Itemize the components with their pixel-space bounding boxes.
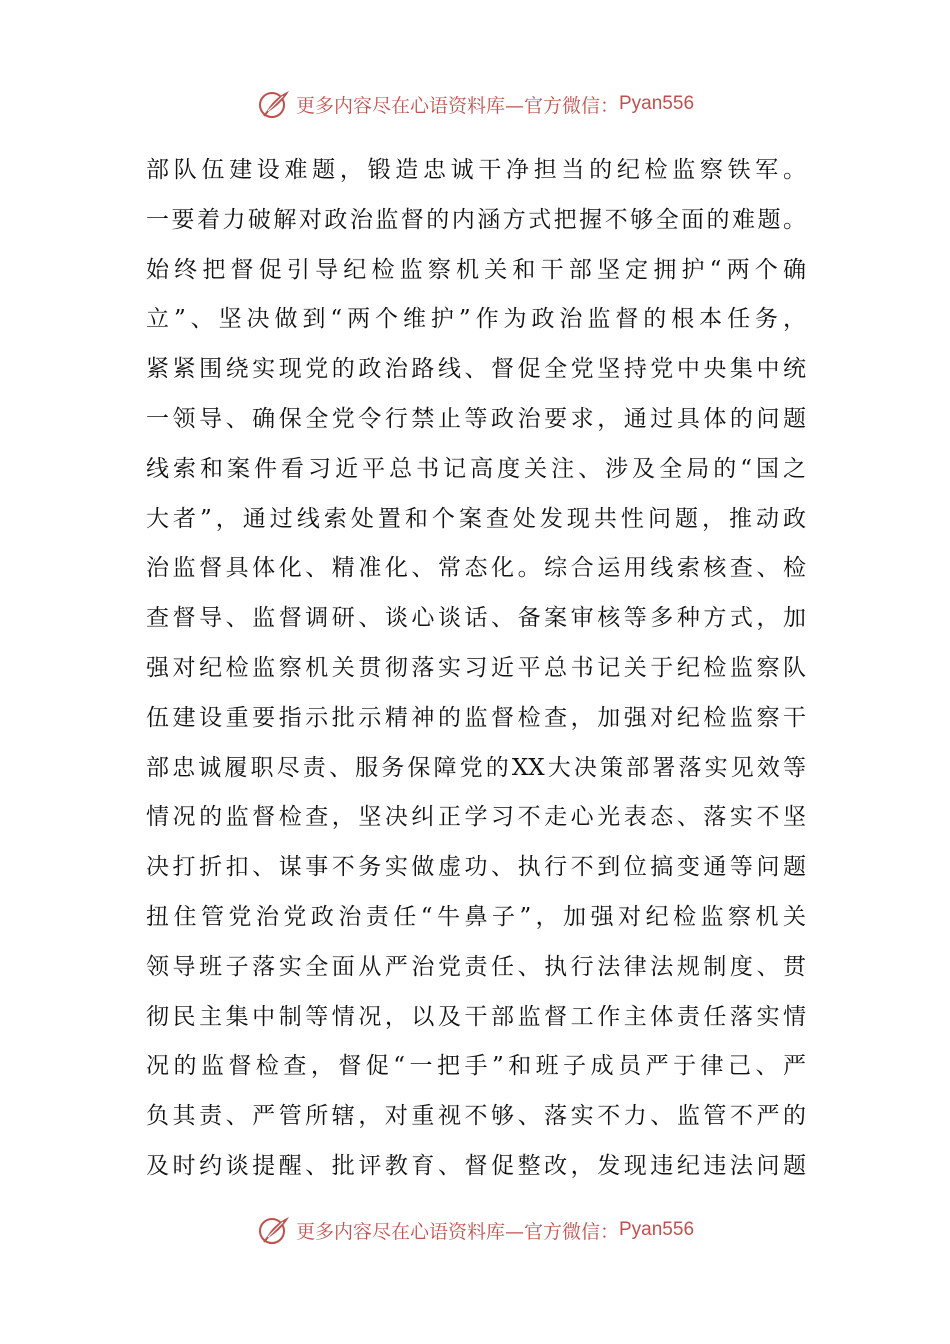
footer-brand-text: 更多内容尽在心语资料库—官方微信：: [295, 1220, 619, 1243]
text-line: 彻民主集中制等情况，以及干部监督工作主体责任落实情: [146, 1003, 806, 1030]
text-line: 强对纪检监察机关贯彻落实习近平总书记关于纪检监察队: [146, 654, 806, 681]
text-line: 况的监督检查，督促“一把手”和班子成员严于律己、严: [146, 1053, 806, 1080]
text-line: 部队伍建设难题，锻造忠诚干净担当的纪检监察铁军。: [146, 157, 806, 183]
text-line: 一要着力破解对政治监督的内涵方式把握不够全面的难题。: [146, 206, 806, 233]
text-line: 治监督具体化、精准化、常态化。综合运用线索核查、检: [146, 555, 806, 582]
text-line: 及时约谈提醒、批评教育、督促整改，发现违纪违法问题: [146, 1152, 806, 1179]
text-line: 情况的监督检查，坚决纠正学习不走心光表态、落实不坚: [146, 804, 806, 831]
text-line: 一领导、确保全党令行禁止等政治要求，通过具体的问题: [146, 405, 806, 432]
text-line: 始终把督促引导纪检监察机关和干部坚定拥护“两个确: [146, 256, 806, 283]
footer-banner: [0, 1210, 950, 1250]
text-line: 查督导、监督调研、谈心谈话、备案审核等多种方式，加: [146, 605, 806, 632]
text-line: 伍建设重要指示批示精神的监督检查，加强对纪检监察干: [146, 704, 806, 731]
text-line: 大者”，通过线索处置和个案查处发现共性问题，推动政: [146, 505, 806, 532]
text-line: 紧紧围绕实现党的政治路线、督促全党坚持党中央集中统: [146, 356, 806, 383]
text-line: 立”、坚决做到“两个维护”作为政治监督的根本任务，: [146, 306, 806, 333]
header-account-text: Pyan556: [619, 93, 695, 114]
text-line: 扭住管党治党政治责任“牛鼻子”，加强对纪检监察机关: [146, 903, 806, 930]
quill-logo-icon: [256, 86, 292, 122]
document-body: [146, 146, 806, 1192]
quill-logo-icon: [256, 1212, 292, 1248]
header-brand-text: 更多内容尽在心语资料库—官方微信：: [295, 94, 619, 117]
text-line: 部忠诚履职尽责、服务保障党的XX大决策部署落实见效等: [146, 754, 806, 781]
text-line: 线索和案件看习近平总书记高度关注、涉及全局的“国之: [146, 455, 806, 482]
text-line: 决打折扣、谋事不务实做虚功、执行不到位搞变通等问题: [146, 854, 806, 881]
header-banner: [0, 84, 950, 124]
text-line: 领导班子落实全面从严治党责任、执行法律法规制度、贯: [146, 953, 806, 980]
footer-account-text: Pyan556: [619, 1219, 695, 1240]
text-line: 负其责、严管所辖，对重视不够、落实不力、监管不严的: [146, 1103, 806, 1130]
